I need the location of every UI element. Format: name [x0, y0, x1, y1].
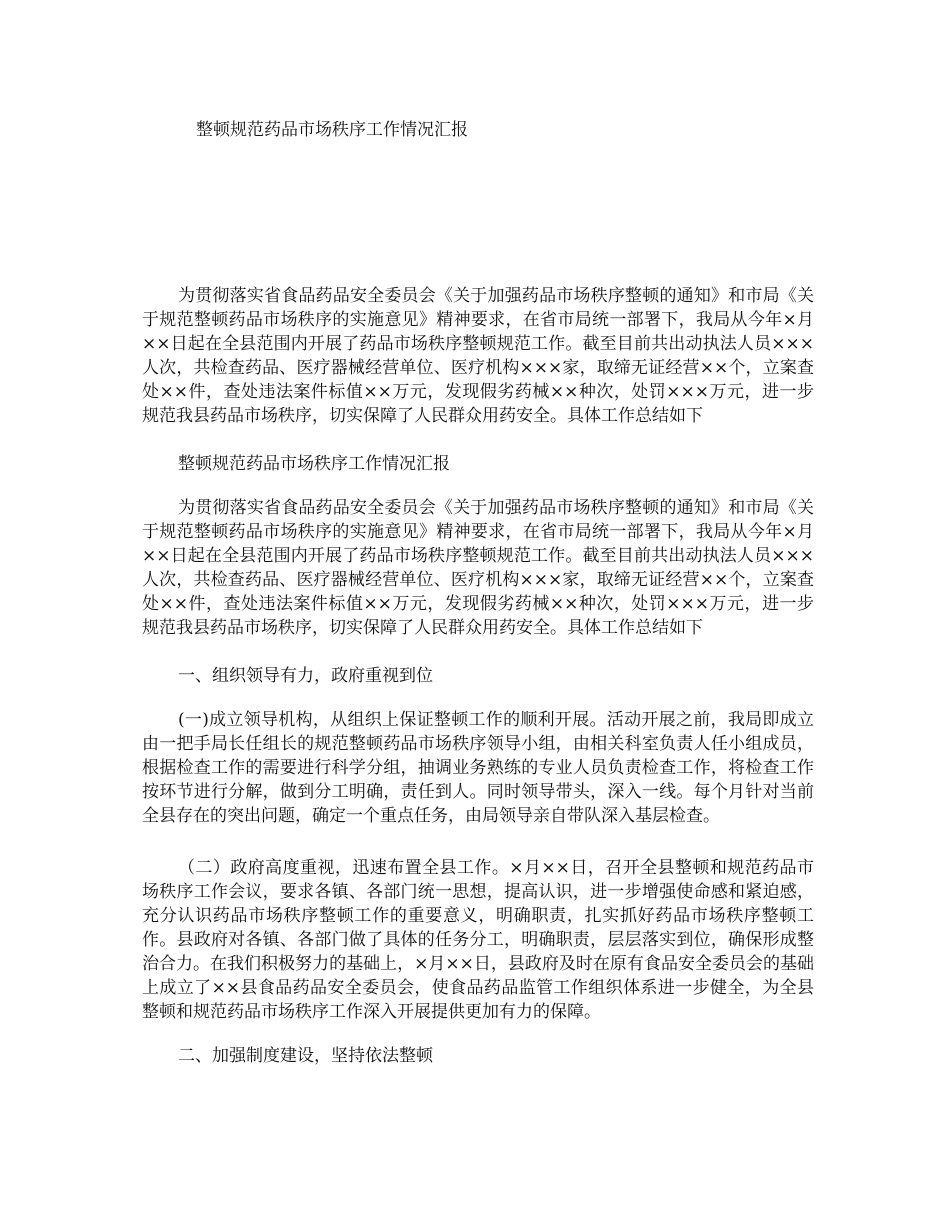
intro-paragraph-repeat: 为贯彻落实省食品药品安全委员会《关于加强药品市场秩序整顿的通知》和市局《关于规范整顿药品市场秩序的实施意见》精神要求，在省市局统一部署下，我局从今年×月××日起在全县范围内开展了药品市场秩序整顿规范工作。截至目前共出动执法人员×××人次，共检查药品、医疗器械经营单位、医疗机构×××家，取缔无证经营××个，立案查处××件，查处违法案件标值××万元，发现假劣药械××种次，处罚×××万元，进一步规范我县药品市场秩序，切实保障了人民群众用药安全。具体工作总结如下: [142, 498, 814, 638]
section-1-heading: 一、组织领导有力，政府重视到位: [178, 666, 433, 686]
document-title: 整顿规范药品市场秩序工作情况汇报: [196, 120, 468, 140]
document-title-repeat: 整顿规范药品市场秩序工作情况汇报: [178, 454, 450, 474]
intro-paragraph: 为贯彻落实省食品药品安全委员会《关于加强药品市场秩序整顿的通知》和市局《关于规范整顿药品市场秩序的实施意见》精神要求，在省市局统一部署下，我局从今年×月××日起在全县范围内开展了药品市场秩序整顿规范工作。截至目前共出动执法人员×××人次，共检查药品、医疗器械经营单位、医疗机构×××家，取缔无证经营××个，立案查处××件，查处违法案件标值××万元，发现假劣药械××种次，处罚×××万元，进一步规范我县药品市场秩序，切实保障了人民群众用药安全。具体工作总结如下: [142, 286, 814, 426]
section-1-paragraph-2: （二）政府高度重视，迅速布置全县工作。×月××日，召开全县整顿和规范药品市场秩序工作会议，要求各镇、各部门统一思想，提高认识，进一步增强使命感和紧迫感，充分认识药品市场秩序整顿工作的重要意义，明确职责，扎实抓好药品市场秩序整顿工作。县政府对各镇、各部门做了具体的任务分工，明确职责，层层落实到位，确保形成整治合力。在我们积极努力的基础上，×月××日，县政府及时在原有食品安全委员会的基础上成立了××县食品药品安全委员会，使食品药品监管工作组织体系进一步健全，为全县整顿和规范药品市场秩序工作深入开展提供更加有力的保障。: [142, 858, 814, 1022]
section-1-paragraph-1: (一)成立领导机构，从组织上保证整顿工作的顺利开展。活动开展之前，我局即成立由一把手局长任组长的规范整顿药品市场秩序领导小组，由相关科室负责人任小组成员，根据检查工作的需要进行科学分组，抽调业务熟练的专业人员负责检查工作，将检查工作按环节进行分解，做到分工明确，责任到人。同时领导带头，深入一线。每个月针对当前全县存在的突出问题，确定一个重点任务，由局领导亲自带队深入基层检查。: [142, 710, 814, 826]
section-2-heading: 二、加强制度建设，坚持依法整顿: [178, 1046, 433, 1066]
